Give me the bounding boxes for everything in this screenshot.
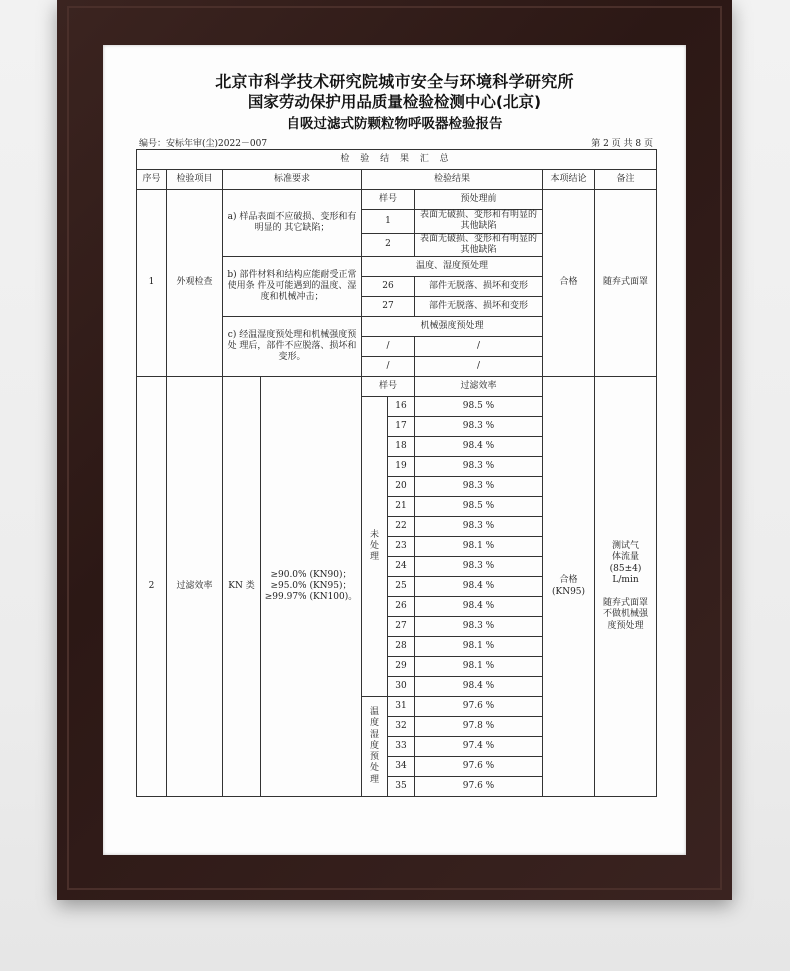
efficiency-value: 98.3 %	[415, 557, 543, 577]
row1-b-result: 部件无脱落、损坏和变形	[415, 297, 543, 317]
treatment-label-char: 处	[369, 763, 379, 774]
institute-title: 北京市科学技术研究院城市安全与环境科学研究所	[215, 72, 574, 91]
efficiency-sample-no: 27	[388, 617, 415, 637]
row2-requirement-kn95: ≥95.0% (KN95)；	[270, 580, 352, 591]
efficiency-sample-no: 24	[388, 557, 415, 577]
row1-c-sample: /	[362, 337, 415, 357]
row2-conclusion	[543, 377, 595, 797]
treatment-label-char: 度	[369, 718, 379, 729]
row1-b-sample: 27	[362, 297, 415, 317]
efficiency-sample-no: 17	[388, 417, 415, 437]
header-remark: 备注	[595, 170, 657, 190]
efficiency-value: 98.1 %	[415, 637, 543, 657]
efficiency-value: 97.4 %	[415, 737, 543, 757]
report-number: 编号：安标年审(尘)2022－007	[139, 139, 268, 149]
efficiency-sample-no: 29	[388, 657, 415, 677]
header-conclusion: 本项结论	[543, 170, 595, 190]
row2-requirement-kn90: ≥90.0% (KN90)；	[270, 569, 352, 580]
efficiency-value: 98.3 %	[415, 477, 543, 497]
efficiency-value: 98.4 %	[415, 677, 543, 697]
row1-conclusion: 合格	[543, 190, 595, 377]
treatment-label-char: 湿	[369, 729, 379, 740]
row2-sample-header: 样号	[362, 377, 415, 397]
efficiency-sample-no: 25	[388, 577, 415, 597]
row2-conclusion-result: 合格	[559, 575, 578, 586]
treatment-label-char: 温	[369, 707, 379, 718]
page-number: 第 2 页 共 8 页	[591, 139, 653, 149]
header-no: 序号	[137, 170, 167, 190]
remark-line: 不做机械强	[603, 609, 649, 620]
table-title-row	[137, 150, 657, 170]
row2-requirements	[261, 377, 362, 797]
efficiency-sample-no: 30	[388, 677, 415, 697]
row1-c-header: 机械强度预处理	[362, 317, 543, 337]
efficiency-sample-no: 31	[388, 697, 415, 717]
efficiency-sample-no: 28	[388, 637, 415, 657]
row2-item: 过滤效率	[167, 377, 223, 797]
remark-line: L/min	[612, 574, 639, 585]
results-summary-table	[136, 149, 657, 797]
report-page	[103, 45, 686, 855]
efficiency-sample-no: 34	[388, 757, 415, 777]
row1-a-sample: 1	[362, 210, 415, 234]
treatment-label-char: 理	[369, 552, 379, 563]
efficiency-value: 98.1 %	[415, 657, 543, 677]
row1-pre-header: 预处理前	[415, 190, 543, 210]
efficiency-value: 98.1 %	[415, 537, 543, 557]
row1-no: 1	[137, 190, 167, 377]
efficiency-value: 98.3 %	[415, 457, 543, 477]
efficiency-value: 98.3 %	[415, 417, 543, 437]
efficiency-value: 97.6 %	[415, 697, 543, 717]
row1-sample-header: 样号	[362, 190, 415, 210]
untreated-group-label	[362, 397, 388, 697]
table-row	[137, 377, 657, 397]
treatment-label-char: 预	[369, 752, 379, 763]
remark-line: 测试气	[612, 541, 640, 552]
row2-remark	[595, 377, 657, 797]
center-title: 国家劳动保护用品质量检验检测中心(北京)	[247, 93, 542, 111]
remark-line: 体流量	[612, 552, 640, 563]
efficiency-sample-no: 23	[388, 537, 415, 557]
table-title: 检 验 结 果 汇 总	[137, 150, 657, 170]
header-item: 检验项目	[167, 170, 223, 190]
treatment-label-char: 未	[369, 529, 379, 540]
row1-b-header: 温度、湿度预处理	[362, 257, 543, 277]
efficiency-sample-no: 22	[388, 517, 415, 537]
efficiency-value: 98.4 %	[415, 437, 543, 457]
efficiency-value: 98.3 %	[415, 517, 543, 537]
humidity-treated-group-label	[362, 697, 388, 797]
efficiency-value: 97.8 %	[415, 717, 543, 737]
efficiency-value: 98.4 %	[415, 577, 543, 597]
efficiency-sample-no: 33	[388, 737, 415, 757]
header-result: 检验结果	[362, 170, 543, 190]
efficiency-sample-no: 16	[388, 397, 415, 417]
row2-requirement-kn100: ≥99.97% (KN100)。	[264, 592, 358, 603]
row1-requirement-b: b) 部件材料和结构应能耐受正常使用条 件及可能遇到的温度、湿度和机械冲击；	[223, 257, 362, 317]
report-title: 自吸过滤式防颗粒物呼吸器检验报告	[286, 116, 503, 132]
row1-b-sample: 26	[362, 277, 415, 297]
table-header-row	[137, 170, 657, 190]
row1-b-result: 部件无脱落、损坏和变形	[415, 277, 543, 297]
efficiency-sample-no: 19	[388, 457, 415, 477]
row2-efficiency-header: 过滤效率	[415, 377, 543, 397]
row2-no: 2	[137, 377, 167, 797]
efficiency-value: 98.3 %	[415, 617, 543, 637]
treatment-label-char: 理	[369, 774, 379, 785]
row1-a-sample: 2	[362, 233, 415, 257]
remark-line: 度预处理	[607, 620, 644, 631]
row1-item: 外观检查	[167, 190, 223, 377]
treatment-label-char: 处	[369, 540, 379, 551]
remark-line: (85±4)	[609, 563, 642, 574]
efficiency-sample-no: 35	[388, 777, 415, 797]
remark-spacer	[598, 586, 653, 598]
efficiency-sample-no: 18	[388, 437, 415, 457]
row1-remark: 随弃式面罩	[595, 190, 657, 377]
row1-requirement-c: c) 经温湿度预处理和机械强度预处 理后，部件不应脱落、损坏和变形。	[223, 317, 362, 377]
efficiency-value: 98.5 %	[415, 497, 543, 517]
treatment-label-char: 度	[369, 740, 379, 751]
efficiency-value: 98.4 %	[415, 597, 543, 617]
row1-requirement-a: a) 样品表面不应破损、变形和有明显的 其它缺陷；	[223, 190, 362, 257]
efficiency-value: 97.6 %	[415, 777, 543, 797]
row2-conclusion-class: (KN95)	[551, 586, 586, 597]
efficiency-sample-no: 32	[388, 717, 415, 737]
row1-c-result: /	[415, 357, 543, 377]
row1-a-result: 表面无破损、变形和有明显的其他缺陷	[415, 233, 543, 257]
table-row	[137, 190, 657, 210]
efficiency-value: 98.5 %	[415, 397, 543, 417]
efficiency-sample-no: 20	[388, 477, 415, 497]
remark-line: 随弃式面罩	[603, 598, 649, 609]
efficiency-sample-no: 21	[388, 497, 415, 517]
row1-a-result: 表面无破损、变形和有明显的其他缺陷	[415, 210, 543, 234]
row1-c-result: /	[415, 337, 543, 357]
row2-class: KN 类	[223, 377, 261, 797]
efficiency-sample-no: 26	[388, 597, 415, 617]
header-standard: 标准要求	[223, 170, 362, 190]
efficiency-value: 97.6 %	[415, 757, 543, 777]
row1-c-sample: /	[362, 357, 415, 377]
